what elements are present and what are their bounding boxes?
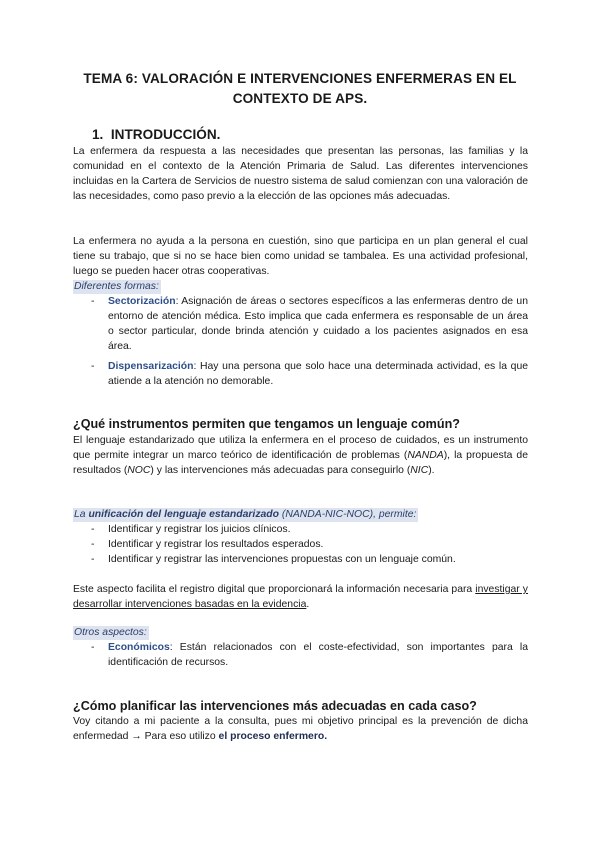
list-dash: - bbox=[91, 539, 95, 550]
lenguaje-paragraph bbox=[73, 433, 528, 478]
planificar-paragraph bbox=[73, 714, 528, 744]
intro-paragraph-2: La enfermera no ayuda a la persona en cuestión, sino que participa en un plan general el cual tiene su trabajo, que si no se hace bien como unidad se tambalea. Es una actividad profesional, luego se pueden hacer otras cooperativas. bbox=[73, 236, 528, 277]
intro-paragraph-1: La enfermera da respuesta a las necesidades que presentan las personas, las familias y la comunidad en el contexto de la Atención Primaria de Salud. Las diferentes intervenciones incluidas en la Cartera de Servicios de nuestro sistema de salud comienzan con una valoración de las necesidades, como paso previo a la elección de las opciones más adecuadas. bbox=[73, 146, 528, 202]
title-line-2: CONTEXTO DE APS. bbox=[232, 91, 368, 106]
bullet-dash: - bbox=[91, 296, 95, 307]
label-segment: La bbox=[74, 509, 89, 520]
list-item: Identificar y registrar las intervenciones propuestas con un lenguaje común. bbox=[108, 554, 456, 565]
section-heading-lenguaje: ¿Qué instrumentos permiten que tengamos un lenguaje común? bbox=[73, 417, 460, 431]
bullet-text: : Están relacionados con el coste-efectividad, son importantes para la identificación de recursos. bbox=[108, 642, 528, 668]
bullet-dash: - bbox=[91, 642, 95, 653]
bullet-term: Sectorización bbox=[108, 296, 176, 307]
label-segment: (NANDA-NIC-NOC), permite: bbox=[279, 509, 417, 520]
otros-aspectos-label: Otros aspectos: bbox=[74, 627, 147, 638]
forms-label: Diferentes formas: bbox=[74, 281, 159, 292]
section-heading-text: INTRODUCCIÓN. bbox=[110, 127, 221, 142]
bullet-dispensarizacion bbox=[108, 359, 528, 389]
registro-paragraph bbox=[73, 582, 528, 612]
list-item: Identificar y registrar los juicios clínicos. bbox=[108, 524, 291, 535]
text-segment: ), la propuesta de resultados ( bbox=[73, 450, 528, 476]
evidence-underlined-text: investigar y desarrollar intervenciones basadas en la evidencia bbox=[73, 584, 528, 610]
section-number: 1. bbox=[92, 127, 104, 142]
bullet-dash: - bbox=[91, 361, 95, 372]
bullet-text: : Hay una persona que solo hace una determinada actividad, es la que atiende a la atención no demorable. bbox=[108, 361, 528, 387]
nanda-term: NANDA bbox=[407, 450, 444, 461]
nic-term: NIC bbox=[410, 465, 429, 476]
text-segment: ) y las intervenciones más adecuadas para conseguirlo ( bbox=[150, 465, 411, 476]
bullet-sectorizacion bbox=[108, 294, 528, 354]
proceso-enfermero-bold: el proceso enfermero. bbox=[218, 731, 328, 742]
noc-term: NOC bbox=[127, 465, 151, 476]
section-heading-planificar: ¿Cómo planificar las intervenciones más adecuadas en cada caso? bbox=[73, 699, 477, 713]
label-bold: unificación del lenguaje estandarizado bbox=[88, 509, 279, 520]
section-heading-introduccion bbox=[92, 127, 220, 142]
title-line-1: TEMA 6: VALORACIÓN E INTERVENCIONES ENFERMERAS EN EL bbox=[83, 71, 517, 86]
unificacion-label bbox=[73, 508, 418, 522]
document-title bbox=[60, 69, 540, 109]
list-dash: - bbox=[91, 524, 95, 535]
bullet-economicos bbox=[108, 640, 528, 670]
bullet-text: : Asignación de áreas o sectores específicos a las enfermeras dentro de un entorno de atención médica. Esto implica que cada enfermera es responsable de un área o sector particular, donde brinda atención y cuidado a los pacientes asignados en esa área. bbox=[108, 296, 528, 352]
text-segment: ). bbox=[428, 465, 435, 476]
text-segment: Este aspecto facilita el registro digital que proporcionará la información necesaria para bbox=[73, 584, 476, 595]
list-dash: - bbox=[91, 554, 95, 565]
bullet-term: Económicos bbox=[108, 642, 170, 653]
text-segment: Voy citando a mi paciente a la consulta, pues mi objetivo principal es la prevención de dicha enfermedad → Para eso utilizo bbox=[73, 716, 528, 742]
text-segment: El lenguaje estandarizado que utiliza la enfermera en el proceso de cuidados, es un instrumento que permite integrar un marco teórico de identificación de problemas ( bbox=[73, 435, 528, 461]
text-segment: . bbox=[306, 599, 310, 610]
bullet-term: Dispensarización bbox=[108, 361, 194, 372]
list-item: Identificar y registrar los resultados esperados. bbox=[108, 539, 324, 550]
